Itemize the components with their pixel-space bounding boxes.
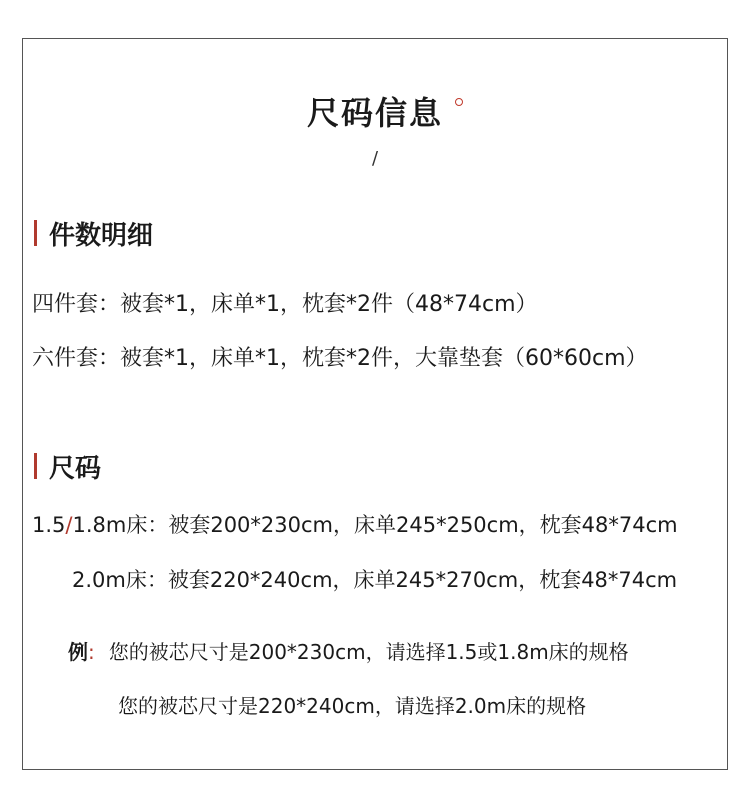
size-slash: / xyxy=(65,513,73,537)
example-colon: : xyxy=(88,640,95,664)
title-circle-decoration xyxy=(455,98,463,106)
title-divider: / xyxy=(372,148,379,169)
size-row-1.5-1.8m xyxy=(32,509,678,539)
page-title: 尺码信息 xyxy=(306,94,443,132)
section-accent-bar xyxy=(34,220,37,246)
size-row-1-text: 1.8m床：被套200*230cm，床单245*250cm，枕套48*74cm xyxy=(72,513,678,537)
size-1.5: 1.5 xyxy=(32,513,66,537)
six-piece-set-line: 六件套：被套*1，床单*1，枕套*2件，大靠垫套（60*60cm） xyxy=(32,346,648,371)
example-line-1 xyxy=(68,636,629,665)
section-heading-text: 件数明细 xyxy=(49,220,154,251)
example-text-1: 您的被芯尺寸是200*230cm，请选择1.5或1.8m床的规格 xyxy=(108,640,629,664)
section-accent-bar xyxy=(34,453,37,479)
example-label: 例 xyxy=(68,640,88,664)
example-line-2: 您的被芯尺寸是220*240cm，请选择2.0m床的规格 xyxy=(118,694,587,718)
section-heading-pieces xyxy=(34,218,154,251)
section-heading-text: 尺码 xyxy=(49,453,102,484)
section-heading-sizes xyxy=(34,451,102,484)
four-piece-set-line: 四件套：被套*1，床单*1，枕套*2件（48*74cm） xyxy=(32,292,538,317)
size-row-2.0m: 2.0m床：被套220*240cm，床单245*270cm，枕套48*74cm xyxy=(72,568,678,592)
